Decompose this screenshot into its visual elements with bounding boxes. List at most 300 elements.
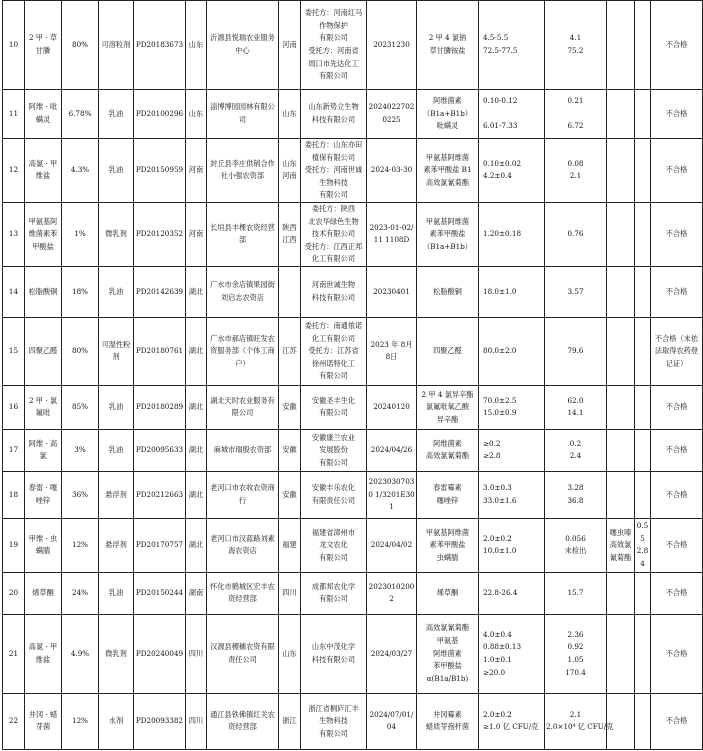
cell-unregistered-value <box>635 202 651 266</box>
cell-manufacturer <box>301 429 367 471</box>
table-row <box>3 385 703 429</box>
cell-unregistered-ingredient <box>607 139 635 203</box>
cell-manufacturer-province: 四川 <box>279 572 301 614</box>
cell-sampled-dealer: 汉源县稷穗农资有限责任公司 <box>207 614 279 693</box>
cell-line: 科技有限公司 <box>311 115 356 124</box>
cell-line: 18.0±1.0 <box>483 286 517 296</box>
cell-registration-number: PD20212663 <box>134 471 186 518</box>
cell-total-content: 3% <box>62 429 99 471</box>
cell-line: 3.28 <box>567 483 584 493</box>
cell-registration-number: PD20095633 <box>134 429 186 471</box>
table-row <box>3 202 703 266</box>
cell-formulation: 可溶粒剂 <box>99 1 134 90</box>
cell-line: 浙江省桐庐汇丰 <box>308 703 359 713</box>
cell-line: 福建省漳州市 <box>311 527 356 537</box>
cell-line: （B1a+B1b） <box>423 108 472 118</box>
cell-sampling-province: 河南 <box>186 139 207 203</box>
cell-line: 3.57 <box>567 286 584 296</box>
cell-batch-number: 20230307030 1/3201E301 <box>367 471 417 518</box>
cell-active-ingredients <box>417 90 479 139</box>
cell-product-name: 春雷 · 噻唑锌 <box>25 471 62 518</box>
cell-unregistered-value <box>635 385 651 429</box>
cell-line: ≥2.8 <box>483 451 501 461</box>
cell-line: 有限公司 <box>319 408 348 418</box>
cell-registration-number: PD20150959 <box>134 139 186 203</box>
cell-registration-number: PD20093382 <box>134 693 186 749</box>
cell-line: 草甘膦铵盐 <box>429 46 466 55</box>
cell-line: 62.0 <box>567 395 584 405</box>
cell-line: 作物保护 <box>319 20 348 30</box>
cell-line: 1.20±0.18 <box>483 229 522 239</box>
cell-active-ingredients <box>417 202 479 266</box>
cell-line: 龙文农化 <box>319 540 348 550</box>
cell-line: 科技有限公司 <box>311 292 356 302</box>
cell-line: 发展股份 <box>319 445 348 455</box>
cell-line: 化工有限公司 <box>311 333 356 343</box>
cell-standard-value <box>479 429 545 471</box>
table-row <box>3 693 703 749</box>
cell-total-content: 4.9% <box>62 614 99 693</box>
cell-unregistered-ingredient <box>607 202 635 266</box>
cell-sampled-dealer: 淄博博园园林有限公司 <box>207 90 279 139</box>
cell-formulation: 可湿性粉剂 <box>99 317 134 385</box>
cell-product-name: 阿维 · 吡螨灵 <box>25 90 62 139</box>
cell-serial-number: 20 <box>3 572 25 614</box>
cell-line: 0.10±0.02 <box>483 158 522 168</box>
cell-manufacturer <box>301 1 367 90</box>
cell-measured-value <box>545 572 607 614</box>
cell-line: 北农华绿色生物 <box>308 216 359 226</box>
cell-batch-number: 20231230 <box>367 1 417 90</box>
cell-serial-number: 14 <box>3 266 25 317</box>
cell-standard-value <box>479 90 545 139</box>
cell-sampling-province: 河南 <box>186 202 207 266</box>
inspection-table <box>2 0 703 750</box>
cell-measured-value <box>545 202 607 266</box>
cell-unregistered-ingredient <box>607 317 635 385</box>
cell-measured-value <box>545 139 607 203</box>
cell-product-name: 2 甲 · 草甘膦 <box>25 1 62 90</box>
cell-line: 化工有限公司 <box>311 254 356 264</box>
cell-manufacturer-province: 安徽 <box>279 471 301 518</box>
cell-manufacturer <box>301 139 367 203</box>
cell-result: 不合格 <box>651 202 703 266</box>
cell-line: 2.4 <box>569 451 582 461</box>
cell-line: 生物科技 <box>319 177 348 187</box>
cell-batch-number: 2023-01-02/11 1108D <box>367 202 417 266</box>
cell-standard-value <box>479 471 545 518</box>
cell-line: （B1a+B1b） <box>423 241 472 251</box>
cell-line: 阿维菌素 <box>433 648 462 658</box>
cell-product-name: 甲维 · 虫螨腈 <box>25 518 62 572</box>
cell-formulation: 水剂 <box>99 693 134 749</box>
cell-line: 吡螨灵 <box>436 121 459 131</box>
cell-line: 0.08 <box>567 158 584 168</box>
cell-line: ≥20.0 <box>483 667 506 677</box>
cell-serial-number: 21 <box>3 614 25 693</box>
cell-measured-value <box>545 614 607 693</box>
table-row <box>3 317 703 385</box>
cell-result: 不合格 <box>651 693 703 749</box>
cell-sampling-province: 湖南 <box>186 572 207 614</box>
cell-total-content: 4.3% <box>62 139 99 203</box>
cell-result: 不合格 <box>651 266 703 317</box>
cell-formulation: 乳油 <box>99 429 134 471</box>
cell-serial-number: 11 <box>3 90 25 139</box>
cell-line: 春雷霉素 <box>433 483 462 493</box>
cell-line: 0.10-0.12 <box>483 96 518 106</box>
cell-serial-number: 16 <box>3 385 25 429</box>
cell-line: 高效氯氰菊酯 <box>425 451 470 461</box>
cell-unregistered-value <box>635 693 651 749</box>
cell-line: 22.8-26.4 <box>483 588 518 598</box>
cell-line: 甲氨基阿维菌 <box>425 216 470 226</box>
cell-line: 阿维菌素 <box>433 96 462 106</box>
cell-line: 170.4 <box>565 667 586 677</box>
cell-line: 甲氨基阿维菌 <box>425 527 470 537</box>
cell-line: 有限公司 <box>319 371 348 381</box>
cell-manufacturer-province: 河南 <box>279 1 301 90</box>
cell-line: 受托方：江苏省 <box>308 346 359 356</box>
cell-manufacturer <box>301 266 367 317</box>
cell-line: 72.5-77.5 <box>483 46 518 55</box>
cell-measured-value <box>545 1 607 90</box>
cell-line: 安徽丰乐农化 <box>311 483 356 493</box>
cell-measured-value <box>545 90 607 139</box>
cell-standard-value <box>479 385 545 429</box>
cell-unregistered-value <box>635 266 651 317</box>
table-row <box>3 429 703 471</box>
cell-formulation: 悬浮剂 <box>99 518 134 572</box>
cell-sampled-dealer: 通江县铁佛镇红关农资经营部 <box>207 693 279 749</box>
cell-line: 15.0±0.9 <box>483 408 517 418</box>
cell-total-content: 36% <box>62 471 99 518</box>
cell-line: 10.0±1.0 <box>483 546 517 556</box>
cell-line: 1.0±0.1 <box>483 654 512 664</box>
cell-unregistered-ingredient <box>607 385 635 429</box>
cell-result: 不合格 <box>651 1 703 90</box>
cell-standard-value <box>479 614 545 693</box>
cell-sampling-province: 湖北 <box>186 429 207 471</box>
cell-batch-number: 2024/07/01/04 <box>367 693 417 749</box>
cell-unregistered-ingredient <box>607 90 635 139</box>
cell-line: 科技有限公司 <box>311 654 356 664</box>
cell-line: 2.1 <box>569 171 582 181</box>
cell-line: 80.0±2.0 <box>483 346 517 356</box>
cell-line: 0.88±0.13 <box>483 642 522 652</box>
cell-line: 36.8 <box>567 495 584 505</box>
cell-standard-value <box>479 202 545 266</box>
cell-sampling-province: 湖北 <box>186 266 207 317</box>
cell-line: 素苯甲酸盐 B1 <box>423 165 472 175</box>
cell-measured-value <box>545 429 607 471</box>
cell-serial-number: 12 <box>3 139 25 203</box>
cell-unregistered-value <box>635 90 651 139</box>
cell-line: 异辛酯 <box>436 414 459 424</box>
cell-line: 0.21 <box>567 96 584 106</box>
cell-standard-value <box>479 317 545 385</box>
cell-manufacturer <box>301 471 367 518</box>
cell-line: 0.056 <box>565 533 586 543</box>
cell-line: 有限公司 <box>319 457 348 467</box>
cell-standard-value <box>479 572 545 614</box>
cell-total-content: 12% <box>62 693 99 749</box>
cell-serial-number: 22 <box>3 693 25 749</box>
cell-manufacturer-province: 山东 <box>279 614 301 693</box>
cell-product-name: 井冈 · 蜡芽菌 <box>25 693 62 749</box>
table-row <box>3 139 703 203</box>
cell-line: 蜡质芽孢杆菌 <box>425 722 470 732</box>
cell-product-name: 高氯 · 甲维盐 <box>25 614 62 693</box>
cell-line: 受托方：河南世诚 <box>304 165 363 175</box>
cell-serial-number: 19 <box>3 518 25 572</box>
cell-line: 2.0×10⁴ 亿 CFU/克 <box>546 722 614 732</box>
cell-line: 氯氟吡氧乙酸 <box>425 402 470 412</box>
cell-batch-number: 2024/03/27 <box>367 614 417 693</box>
cell-line: 75.2 <box>567 46 584 55</box>
cell-sampled-dealer: 广水市郝店镇旺发农资服务部（个体工商户） <box>207 317 279 385</box>
cell-result: 不合格 <box>651 139 703 203</box>
cell-unregistered-value <box>635 429 651 471</box>
cell-active-ingredients <box>417 518 479 572</box>
cell-sampled-dealer: 老河口市农收农资商行 <box>207 471 279 518</box>
cell-registration-number: PD20142639 <box>134 266 186 317</box>
cell-line: 噻唑锌 <box>436 495 459 505</box>
cell-batch-number: 20230102002 <box>367 572 417 614</box>
cell-batch-number: 20240120 <box>367 385 417 429</box>
cell-formulation: 乳油 <box>99 90 134 139</box>
cell-line: 未检出 <box>564 546 587 556</box>
cell-result: 不合格 <box>651 518 703 572</box>
cell-total-content: 18% <box>62 266 99 317</box>
cell-product-name: 高氯 · 甲维盐 <box>25 139 62 203</box>
cell-line: 1.05 <box>567 654 584 664</box>
cell-line: 甲氨基 <box>436 636 459 646</box>
cell-active-ingredients <box>417 317 479 385</box>
cell-line: 33.0±1.6 <box>483 495 517 505</box>
cell-unregistered-value: 0.55 2.84 <box>635 518 651 572</box>
cell-registration-number: PD20180761 <box>134 317 186 385</box>
cell-registration-number: PD20100296 <box>134 90 186 139</box>
table-row <box>3 614 703 693</box>
cell-active-ingredients <box>417 139 479 203</box>
cell-registration-number: PD20170757 <box>134 518 186 572</box>
cell-standard-value <box>479 139 545 203</box>
cell-total-content: 80% <box>62 317 99 385</box>
cell-active-ingredients <box>417 1 479 90</box>
cell-manufacturer-province: 福建 <box>279 518 301 572</box>
cell-line: 有限公司 <box>319 728 348 738</box>
cell-sampling-province: 湖北 <box>186 471 207 518</box>
cell-line: 委托方：南通侬诺 <box>304 320 363 330</box>
cell-active-ingredients <box>417 385 479 429</box>
cell-product-name: 烯草酮 <box>25 572 62 614</box>
cell-line: 14.1 <box>567 408 584 418</box>
table-row <box>3 90 703 139</box>
cell-manufacturer <box>301 90 367 139</box>
cell-line: 虫螨腈 <box>436 552 459 562</box>
cell-registration-number: PD20120352 <box>134 202 186 266</box>
cell-batch-number: 2024-03-30 <box>367 139 417 203</box>
table-row <box>3 266 703 317</box>
cell-unregistered-ingredient <box>607 614 635 693</box>
cell-product-name: 阿维 · 高氯 <box>25 429 62 471</box>
cell-unregistered-ingredient <box>607 572 635 614</box>
cell-line: 4.5-5.5 <box>483 33 509 43</box>
cell-line: 四聚乙醛 <box>433 346 462 356</box>
cell-active-ingredients <box>417 429 479 471</box>
cell-line: 70.0±2.5 <box>483 395 517 405</box>
cell-unregistered-ingredient <box>607 471 635 518</box>
cell-line: 4.2±0.4 <box>483 171 512 181</box>
cell-result: 不合格 <box>651 471 703 518</box>
cell-formulation: 乳油 <box>99 266 134 317</box>
cell-line: 4.1 <box>569 33 582 43</box>
cell-line: 植保有限公司 <box>311 152 356 162</box>
cell-line <box>546 108 605 121</box>
cell-unregistered-ingredient <box>607 1 635 90</box>
cell-manufacturer <box>301 385 367 429</box>
cell-batch-number: 20240227020225 <box>367 90 417 139</box>
cell-line: 委托方：山东亦田 <box>304 140 363 149</box>
cell-line: 有限公司 <box>319 594 348 604</box>
cell-sampling-province: 山东 <box>186 90 207 139</box>
cell-registration-number: PD20183673 <box>134 1 186 90</box>
cell-standard-value <box>479 518 545 572</box>
cell-line: 有限公司 <box>319 71 348 81</box>
cell-line: 0.76 <box>567 229 584 239</box>
cell-result: 不合格（未依法取得农药登记证） <box>651 317 703 385</box>
cell-manufacturer <box>301 572 367 614</box>
cell-unregistered-ingredient <box>607 429 635 471</box>
cell-line: 阿维菌素 <box>433 438 462 448</box>
cell-line: 井冈霉素 <box>433 709 462 719</box>
cell-measured-value <box>545 317 607 385</box>
cell-manufacturer <box>301 317 367 385</box>
cell-active-ingredients <box>417 572 479 614</box>
cell-manufacturer-province: 陕西 江西 <box>279 202 301 266</box>
cell-line: 安徽康兰农业 <box>311 432 356 442</box>
cell-manufacturer-province: 安徽 <box>279 429 301 471</box>
cell-line: 2.36 <box>567 629 584 639</box>
cell-unregistered-ingredient: 噻虫嗪 高效氯氰菊酯 <box>607 518 635 572</box>
cell-measured-value <box>545 693 614 749</box>
cell-registration-number: PD20150244 <box>134 572 186 614</box>
cell-line: 松脂酸铜 <box>433 286 462 296</box>
cell-manufacturer-province: 山东 <box>279 90 301 139</box>
cell-line: 苯甲酸盐 <box>433 661 462 671</box>
cell-manufacturer-province: 安徽 <box>279 385 301 429</box>
cell-sampled-dealer: 湖北天时农业服务有限公司 <box>207 385 279 429</box>
cell-sampled-dealer: 沂源县悦瑞农业服务中心 <box>207 1 279 90</box>
cell-total-content: 6.78% <box>62 90 99 139</box>
cell-line: 有限公司 <box>319 552 348 562</box>
cell-unregistered-ingredient <box>607 266 635 317</box>
cell-line: 成都邦农化学 <box>311 581 356 591</box>
cell-formulation: 乳油 <box>99 139 134 203</box>
cell-manufacturer <box>301 614 367 693</box>
cell-line: ≥1.0 亿 CFU/克 <box>483 722 539 732</box>
cell-total-content: 80% <box>62 1 99 90</box>
cell-line: 79.6 <box>567 346 584 356</box>
cell-manufacturer <box>301 202 367 266</box>
cell-serial-number: 13 <box>3 202 25 266</box>
cell-sampled-dealer: 长垣县丰棵农资经营部 <box>207 202 279 266</box>
cell-serial-number: 17 <box>3 429 25 471</box>
cell-sampled-dealer: 怀化市鹤城区宏丰农资经营部 <box>207 572 279 614</box>
cell-line: 受托方：江西正邦 <box>304 241 363 251</box>
cell-sampling-province: 山东 <box>186 1 207 90</box>
cell-active-ingredients <box>417 614 479 693</box>
cell-line: 委托方：陕西 <box>311 203 356 213</box>
cell-line: 素苯甲酸盐 <box>429 540 466 550</box>
cell-sampled-dealer: 老河口市汉蓝路刘素海农资店 <box>207 518 279 572</box>
cell-line: 2.0±0.2 <box>483 709 512 719</box>
cell-line: 周口市先达化工 <box>308 58 359 68</box>
cell-manufacturer-province: 山东 河南 <box>279 139 301 203</box>
cell-result: 不合格 <box>651 429 703 471</box>
cell-line: 生物科技 <box>319 716 348 726</box>
cell-result: 不合格 <box>651 572 703 614</box>
cell-unregistered-value <box>635 317 651 385</box>
cell-batch-number: 20230401 <box>367 266 417 317</box>
cell-sampling-province: 湖北 <box>186 518 207 572</box>
table-row <box>3 518 703 572</box>
cell-line: 2.1 <box>569 709 582 719</box>
cell-manufacturer-province <box>279 266 301 317</box>
cell-line: 山东新势立生物 <box>308 102 359 112</box>
cell-line: 有限公司 <box>319 33 348 43</box>
cell-registration-number: PD20240049 <box>134 614 186 693</box>
cell-serial-number: 15 <box>3 317 25 385</box>
cell-product-name: 甲氨基阿维菌素苯甲酸盐 <box>25 202 62 266</box>
cell-batch-number: 2024/04/26 <box>367 429 417 471</box>
cell-sampling-province: 湖北 <box>186 385 207 429</box>
cell-line: 2.0±0.2 <box>483 533 512 543</box>
cell-manufacturer-province: 江苏 <box>279 317 301 385</box>
cell-line: 素苯甲酸盐 <box>429 229 466 239</box>
cell-result: 不合格 <box>651 90 703 139</box>
cell-standard-value <box>479 1 545 90</box>
cell-total-content: 12% <box>62 518 99 572</box>
cell-measured-value <box>545 266 607 317</box>
table-row <box>3 572 703 614</box>
cell-product-name: 四聚乙醛 <box>25 317 62 385</box>
cell-formulation: 微乳剂 <box>99 614 134 693</box>
cell-sampled-dealer: 广水市余店镇果园街刘启志农资店 <box>207 266 279 317</box>
cell-product-name: 2 甲 · 氯氟吡 <box>25 385 62 429</box>
cell-standard-value <box>479 266 545 317</box>
table-row <box>3 1 703 90</box>
cell-total-content: 85% <box>62 385 99 429</box>
cell-line: 0.2 <box>569 438 582 448</box>
cell-sampled-dealer: 封丘县李庄供销合作社小强农资部 <box>207 139 279 203</box>
cell-line: 0.92 <box>567 642 584 652</box>
cell-unregistered-value <box>635 1 651 90</box>
cell-product-name: 松脂酸铜 <box>25 266 62 317</box>
cell-line: 受托方：河南省 <box>308 46 359 55</box>
cell-active-ingredients <box>417 693 479 749</box>
cell-formulation: 微乳剂 <box>99 202 134 266</box>
cell-unregistered-value <box>635 614 651 693</box>
cell-manufacturer-province: 浙江 <box>279 693 301 749</box>
cell-batch-number: 2023 年 8月 8日 <box>367 317 417 385</box>
cell-line: 技术有限公司 <box>311 229 356 239</box>
cell-result: 不合格 <box>651 614 703 693</box>
cell-total-content: 24% <box>62 572 99 614</box>
cell-active-ingredients <box>417 266 479 317</box>
cell-line: 河南世诚生物 <box>311 280 356 290</box>
